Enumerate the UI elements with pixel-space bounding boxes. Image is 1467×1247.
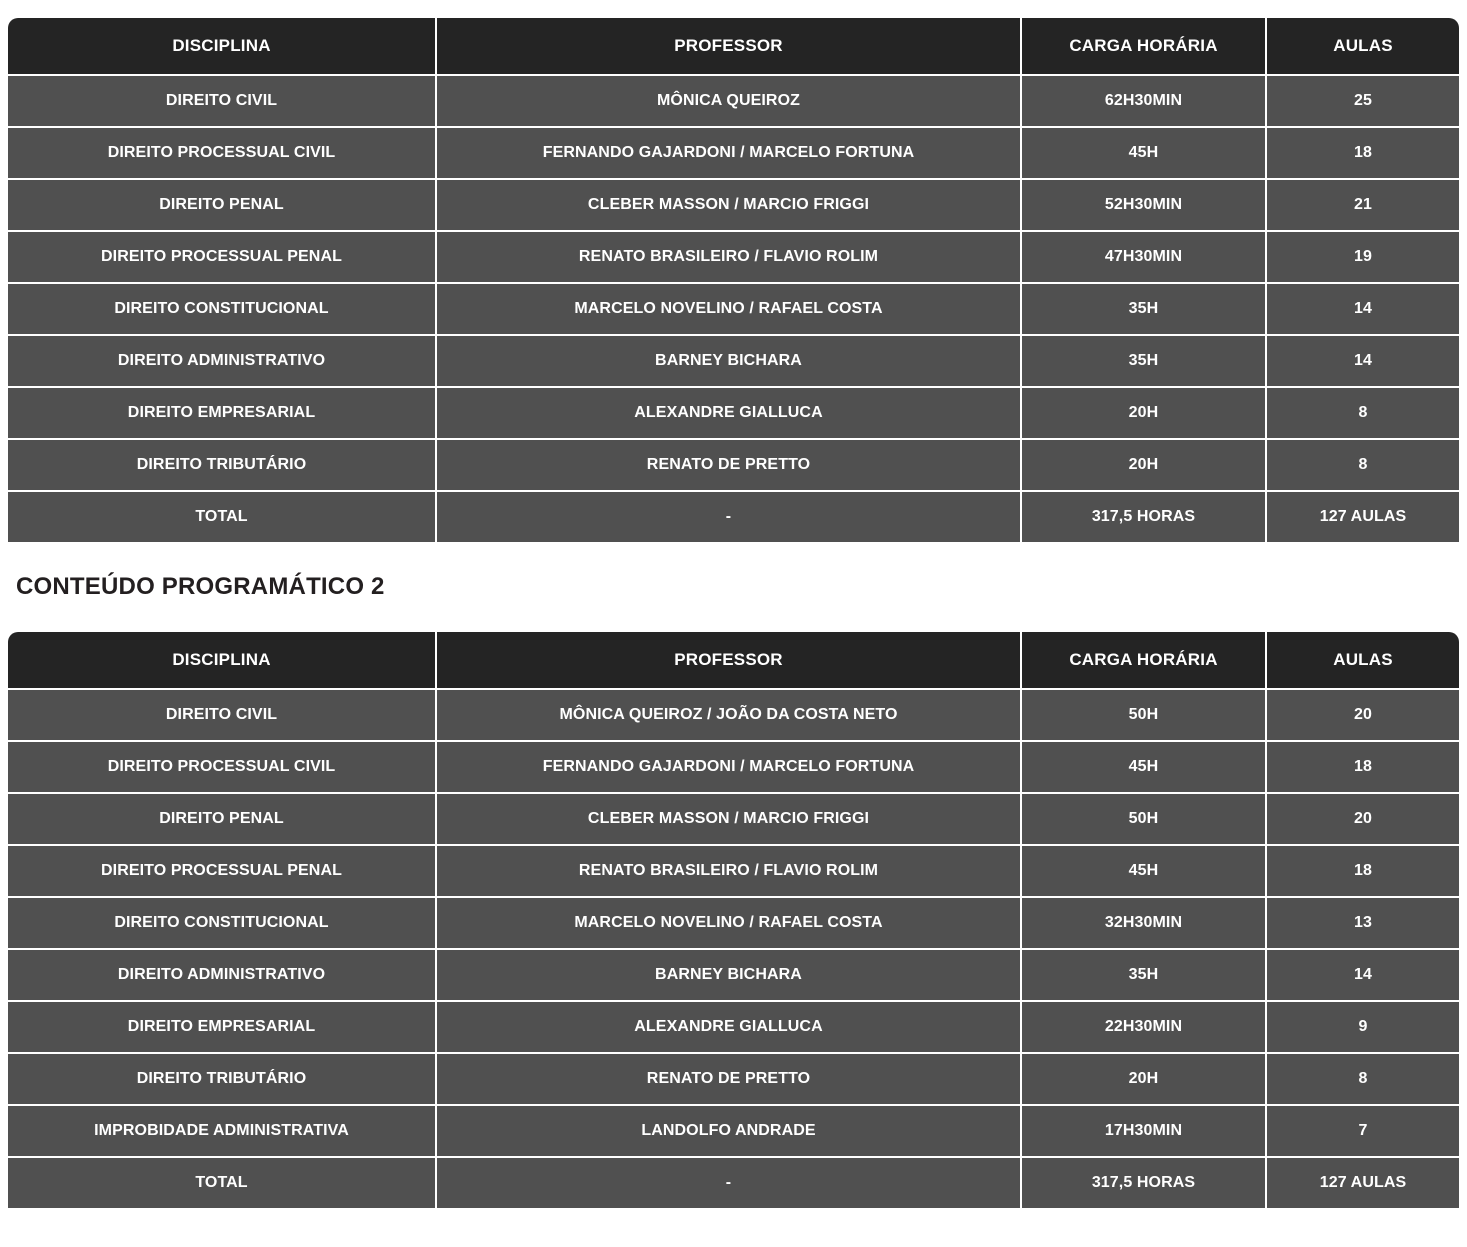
schedule-table-2-block: [8, 632, 1459, 1208]
cell-aulas: 8: [1267, 438, 1459, 490]
cell-disciplina: DIREITO CIVIL: [8, 74, 437, 126]
cell-total-aulas: 127 AULAS: [1267, 490, 1459, 542]
table-row: [8, 386, 1459, 438]
column-header-disciplina: DISCIPLINA: [8, 632, 437, 688]
cell-professor: RENATO DE PRETTO: [437, 438, 1022, 490]
cell-disciplina: DIREITO CIVIL: [8, 688, 437, 740]
section-heading-conteudo-programatico-2: CONTEÚDO PROGRAMÁTICO 2: [16, 573, 385, 600]
cell-carga-horaria: 50H: [1022, 792, 1267, 844]
cell-total-carga-horaria: 317,5 HORAS: [1022, 1156, 1267, 1208]
table-row: [8, 282, 1459, 334]
cell-disciplina: DIREITO PROCESSUAL CIVIL: [8, 126, 437, 178]
table-row: [8, 438, 1459, 490]
cell-professor: RENATO BRASILEIRO / FLAVIO ROLIM: [437, 844, 1022, 896]
cell-carga-horaria: 20H: [1022, 1052, 1267, 1104]
cell-carga-horaria: 47H30MIN: [1022, 230, 1267, 282]
table-2-body: [8, 688, 1459, 1208]
cell-carga-horaria: 20H: [1022, 386, 1267, 438]
cell-disciplina: DIREITO PROCESSUAL PENAL: [8, 230, 437, 282]
table-row: [8, 126, 1459, 178]
cell-carga-horaria: 45H: [1022, 844, 1267, 896]
cell-disciplina: DIREITO ADMINISTRATIVO: [8, 334, 437, 386]
column-header-professor: PROFESSOR: [437, 18, 1022, 74]
cell-aulas: 25: [1267, 74, 1459, 126]
cell-disciplina: IMPROBIDADE ADMINISTRATIVA: [8, 1104, 437, 1156]
cell-aulas: 7: [1267, 1104, 1459, 1156]
table-row: [8, 688, 1459, 740]
column-header-carga-horaria: CARGA HORÁRIA: [1022, 632, 1267, 688]
table-header-row: [8, 18, 1459, 74]
column-header-carga-horaria: CARGA HORÁRIA: [1022, 18, 1267, 74]
cell-total-carga-horaria: 317,5 HORAS: [1022, 490, 1267, 542]
table-row: [8, 792, 1459, 844]
cell-carga-horaria: 45H: [1022, 740, 1267, 792]
cell-professor: CLEBER MASSON / MARCIO FRIGGI: [437, 178, 1022, 230]
cell-disciplina: DIREITO TRIBUTÁRIO: [8, 1052, 437, 1104]
cell-carga-horaria: 52H30MIN: [1022, 178, 1267, 230]
table-header-row: [8, 632, 1459, 688]
cell-aulas: 21: [1267, 178, 1459, 230]
cell-total-label: TOTAL: [8, 1156, 437, 1208]
table-row: [8, 844, 1459, 896]
cell-carga-horaria: 35H: [1022, 334, 1267, 386]
column-header-aulas: AULAS: [1267, 632, 1459, 688]
cell-disciplina: DIREITO PROCESSUAL CIVIL: [8, 740, 437, 792]
cell-professor: MARCELO NOVELINO / RAFAEL COSTA: [437, 896, 1022, 948]
cell-carga-horaria: 17H30MIN: [1022, 1104, 1267, 1156]
cell-carga-horaria: 35H: [1022, 282, 1267, 334]
cell-total-label: TOTAL: [8, 490, 437, 542]
cell-total-professor: -: [437, 1156, 1022, 1208]
table-row: [8, 740, 1459, 792]
cell-aulas: 14: [1267, 282, 1459, 334]
table-1-body: [8, 74, 1459, 542]
cell-carga-horaria: 50H: [1022, 688, 1267, 740]
cell-disciplina: DIREITO PROCESSUAL PENAL: [8, 844, 437, 896]
cell-aulas: 18: [1267, 844, 1459, 896]
cell-disciplina: DIREITO PENAL: [8, 178, 437, 230]
cell-disciplina: DIREITO EMPRESARIAL: [8, 386, 437, 438]
column-header-professor: PROFESSOR: [437, 632, 1022, 688]
table-1-header: [8, 18, 1459, 74]
cell-carga-horaria: 62H30MIN: [1022, 74, 1267, 126]
cell-aulas: 19: [1267, 230, 1459, 282]
cell-disciplina: DIREITO PENAL: [8, 792, 437, 844]
cell-aulas: 8: [1267, 386, 1459, 438]
cell-professor: BARNEY BICHARA: [437, 948, 1022, 1000]
cell-aulas: 13: [1267, 896, 1459, 948]
cell-aulas: 18: [1267, 740, 1459, 792]
column-header-disciplina: DISCIPLINA: [8, 18, 437, 74]
cell-carga-horaria: 35H: [1022, 948, 1267, 1000]
table-row: [8, 896, 1459, 948]
cell-professor: ALEXANDRE GIALLUCA: [437, 1000, 1022, 1052]
cell-aulas: 20: [1267, 688, 1459, 740]
cell-carga-horaria: 22H30MIN: [1022, 1000, 1267, 1052]
cell-carga-horaria: 32H30MIN: [1022, 896, 1267, 948]
cell-disciplina: DIREITO TRIBUTÁRIO: [8, 438, 437, 490]
cell-professor: CLEBER MASSON / MARCIO FRIGGI: [437, 792, 1022, 844]
schedule-table-1: [8, 18, 1459, 542]
cell-disciplina: DIREITO CONSTITUCIONAL: [8, 896, 437, 948]
cell-professor: BARNEY BICHARA: [437, 334, 1022, 386]
cell-professor: RENATO BRASILEIRO / FLAVIO ROLIM: [437, 230, 1022, 282]
cell-disciplina: DIREITO CONSTITUCIONAL: [8, 282, 437, 334]
column-header-aulas: AULAS: [1267, 18, 1459, 74]
cell-professor: FERNANDO GAJARDONI / MARCELO FORTUNA: [437, 740, 1022, 792]
schedule-table-1-block: [8, 18, 1459, 542]
cell-disciplina: DIREITO ADMINISTRATIVO: [8, 948, 437, 1000]
cell-aulas: 14: [1267, 334, 1459, 386]
cell-professor: MÔNICA QUEIROZ: [437, 74, 1022, 126]
cell-total-aulas: 127 AULAS: [1267, 1156, 1459, 1208]
table-row: [8, 1052, 1459, 1104]
cell-professor: ALEXANDRE GIALLUCA: [437, 386, 1022, 438]
schedule-table-2: [8, 632, 1459, 1208]
cell-aulas: 18: [1267, 126, 1459, 178]
cell-total-professor: -: [437, 490, 1022, 542]
cell-professor: RENATO DE PRETTO: [437, 1052, 1022, 1104]
cell-disciplina: DIREITO EMPRESARIAL: [8, 1000, 437, 1052]
table-total-row: [8, 1156, 1459, 1208]
table-row: [8, 178, 1459, 230]
cell-carga-horaria: 20H: [1022, 438, 1267, 490]
cell-professor: FERNANDO GAJARDONI / MARCELO FORTUNA: [437, 126, 1022, 178]
table-2-header: [8, 632, 1459, 688]
cell-aulas: 14: [1267, 948, 1459, 1000]
cell-professor: MARCELO NOVELINO / RAFAEL COSTA: [437, 282, 1022, 334]
cell-aulas: 20: [1267, 792, 1459, 844]
cell-aulas: 8: [1267, 1052, 1459, 1104]
cell-professor: LANDOLFO ANDRADE: [437, 1104, 1022, 1156]
cell-aulas: 9: [1267, 1000, 1459, 1052]
table-row: [8, 948, 1459, 1000]
top-spacer: [0, 0, 1467, 18]
table-row: [8, 230, 1459, 282]
cell-professor: MÔNICA QUEIROZ / JOÃO DA COSTA NETO: [437, 688, 1022, 740]
table-row: [8, 334, 1459, 386]
cell-carga-horaria: 45H: [1022, 126, 1267, 178]
table-row: [8, 74, 1459, 126]
table-row: [8, 1000, 1459, 1052]
table-row: [8, 1104, 1459, 1156]
table-total-row: [8, 490, 1459, 542]
